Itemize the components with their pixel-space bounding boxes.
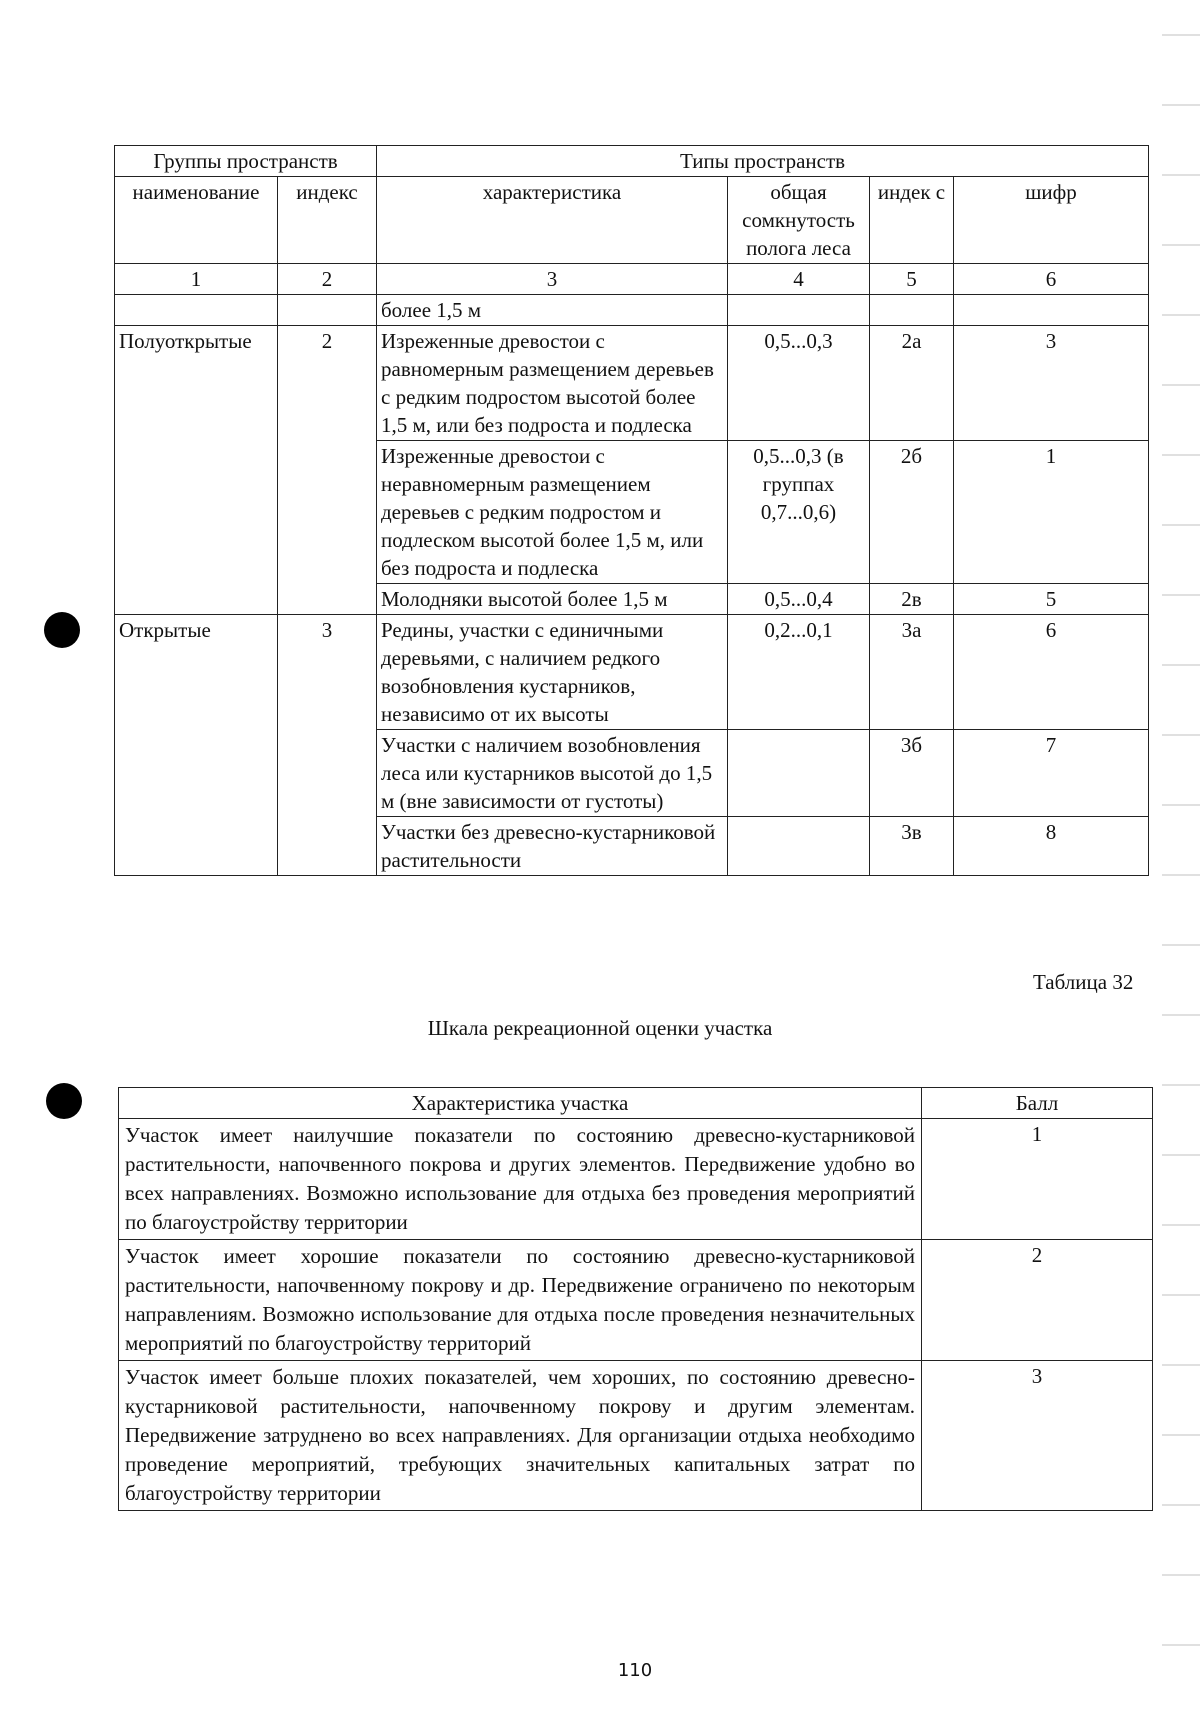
col-num: 2 [278,264,377,295]
group-index: 3 [278,615,377,876]
col-num: 5 [870,264,954,295]
scan-edge-noise [1162,0,1200,1709]
table-number: Таблица 32 [1033,970,1134,994]
col-code: шифр [954,177,1149,264]
site-description: Участок имеет наилучшие показатели по состоянию древесно-кустарниковой растительности, напочвенного покрова и других элементов. Передвижение удобно во всех направлениях. Возможно использование для отдыха без проведения мероприятий по благоустройству территории [119,1119,922,1240]
group-name: Полуоткрытые [115,326,278,615]
col-num: 6 [954,264,1149,295]
density: 0,5...0,3 [728,326,870,441]
col-density: общая сомкнутость полога леса [728,177,870,264]
table-cell [870,295,954,326]
characteristic: Участки без древесно-кустарниковой растительности [377,817,728,876]
table-cell [954,295,1149,326]
col-num: 3 [377,264,728,295]
density [728,817,870,876]
characteristic: Редины, участки с единичными деревьями, с наличием редкого возобновления кустарников, независимо от их высоты [377,615,728,730]
characteristic: Участки с наличием возобновления леса или кустарников высотой до 1,5 м (вне зависимости от густоты) [377,730,728,817]
binder-hole-mark [46,1083,82,1119]
code: 1 [954,441,1149,584]
table-row [119,1361,1153,1511]
table-row [115,615,1149,730]
table-row [119,1119,1153,1240]
table-row [119,1240,1153,1361]
group-index: 2 [278,326,377,615]
header-types: Типы пространств [377,146,1149,177]
site-score: 1 [922,1119,1153,1240]
code: 5 [954,584,1149,615]
type-index: 2б [870,441,954,584]
table-title: Шкала рекреационной оценки участка [427,1016,773,1040]
type-index: 3б [870,730,954,817]
code: 7 [954,730,1149,817]
code: 6 [954,615,1149,730]
characteristic: Изреженные древостои с неравномерным размещением деревьев с редким подростом и подлеском высотой более 1,5 м, или без подроста и подлеска [377,441,728,584]
type-index: 3в [870,817,954,876]
recreation-score-table [118,1087,1153,1511]
density: 0,5...0,3 (в группах 0,7...0,6) [728,441,870,584]
table-cell [728,295,870,326]
col-num: 1 [115,264,278,295]
table-cell [115,295,278,326]
density: 0,2...0,1 [728,615,870,730]
type-index: 2в [870,584,954,615]
characteristic: Изреженные древостои с равномерным размещением деревьев с редким подростом высотой более 1,5 м, или без подроста и подлеска [377,326,728,441]
carry-over-text: более 1,5 м [377,295,728,326]
code: 8 [954,817,1149,876]
col-num: 4 [728,264,870,295]
header-groups: Группы пространств [115,146,377,177]
site-score: 2 [922,1240,1153,1361]
code: 3 [954,326,1149,441]
col-score: Балл [922,1088,1153,1119]
type-index: 2а [870,326,954,441]
page-number: 110 [617,1660,653,1681]
group-name: Открытые [115,615,278,876]
table-row [115,326,1149,441]
table-cell [278,295,377,326]
col-name: наименование [115,177,278,264]
density: 0,5...0,4 [728,584,870,615]
col-index: индекс [278,177,377,264]
site-description: Участок имеет больше плохих показателей, чем хороших, по состоянию древесно-кустарниковой растительности, напочвенному покрову и другим элементам. Передвижение затруднено во всех направлениях. Для организации отдыха необходимо проведение мероприятий, требующих значительных капитальных затрат по благоустройству территории [119,1361,922,1511]
space-types-table [114,145,1149,876]
col-index2: индек с [870,177,954,264]
type-index: 3а [870,615,954,730]
site-score: 3 [922,1361,1153,1511]
density [728,730,870,817]
col-characteristic: Характеристика участка [119,1088,922,1119]
binder-hole-mark [44,612,80,648]
characteristic: Молодняки высотой более 1,5 м [377,584,728,615]
col-characteristic: характеристика [377,177,728,264]
site-description: Участок имеет хорошие показатели по состоянию древесно-кустарниковой растительности, напочвенному покрову и др. Передвижение ограничено по некоторым направлениям. Возможно использование для отдыха после проведения незначительных мероприятий по благоустройству территорий [119,1240,922,1361]
